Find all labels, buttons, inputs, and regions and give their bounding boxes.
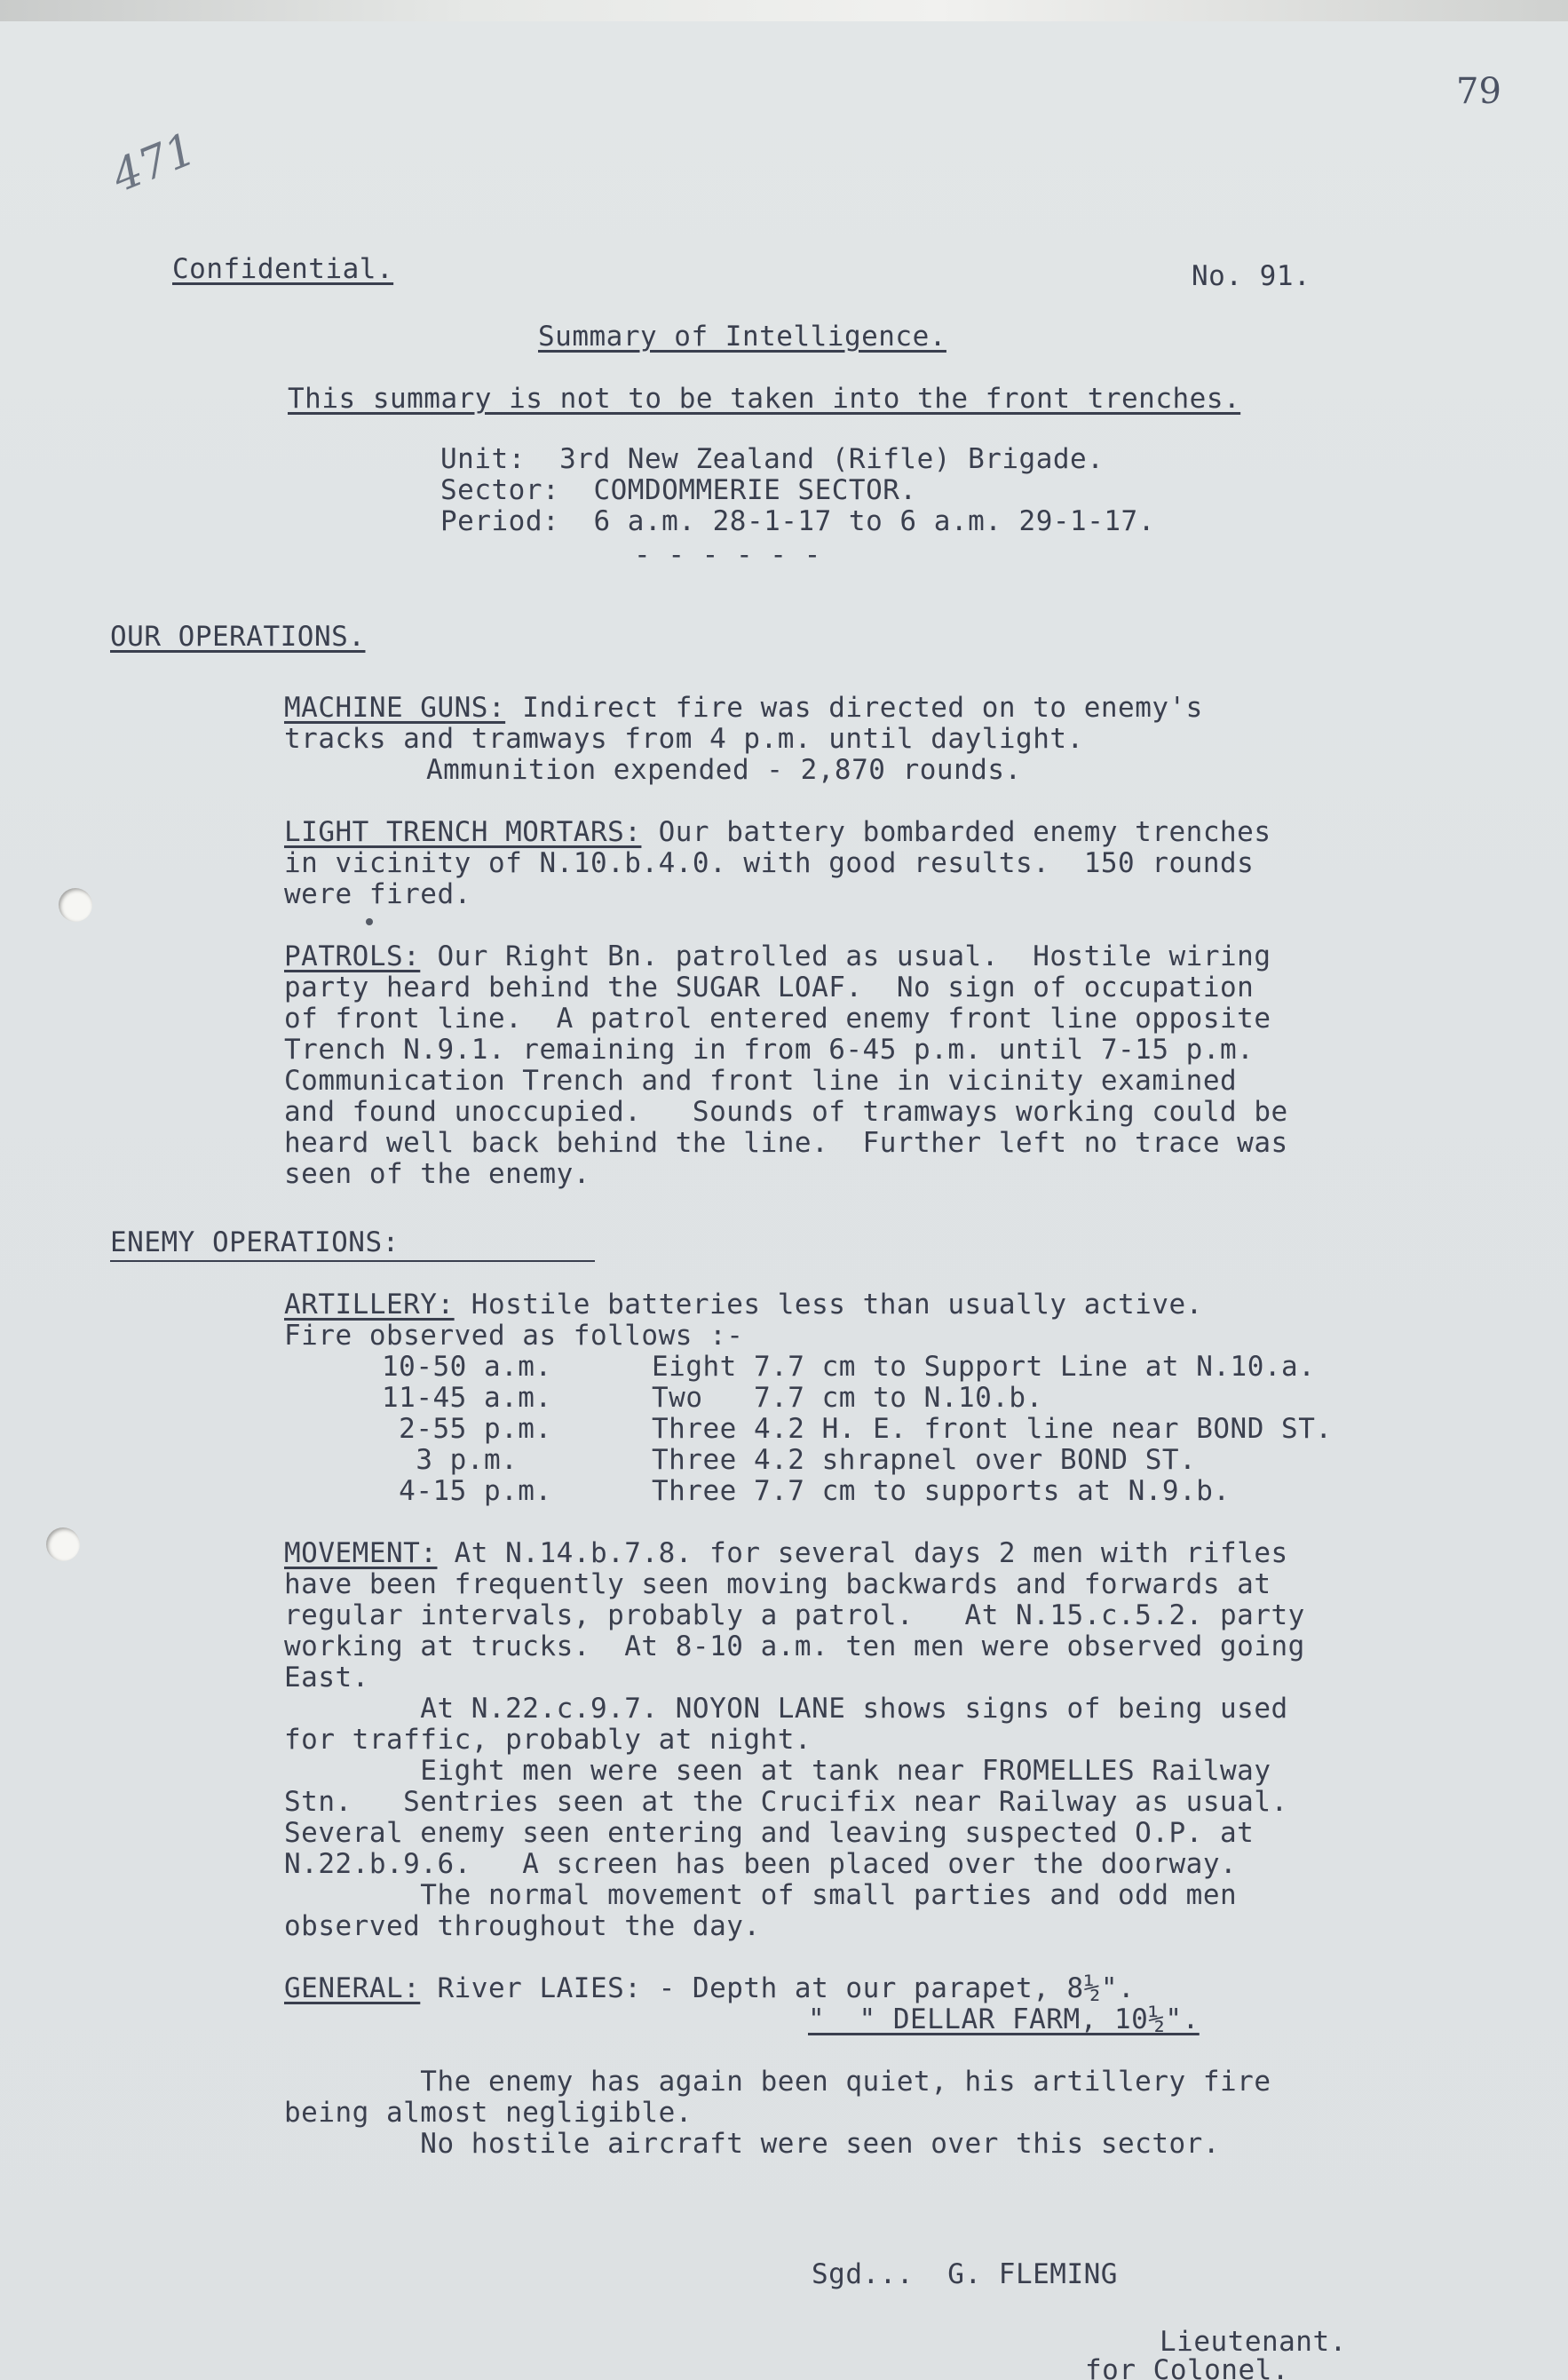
patrols-line: party heard behind the SUGAR LOAF. No sign of occupation [284,972,1255,1004]
document-number: No. 91. [1192,260,1311,292]
movement-text: At N.14.b.7.8. for several days 2 men with rifles [437,1537,1288,1569]
patrols-line: seen of the enemy. [284,1158,590,1190]
fire-detail: Three 4.2 H. E. front line near BOND ST. [652,1413,1333,1445]
ltm-label: LIGHT TRENCH MORTARS: [284,816,642,848]
fire-time: 10-50 a.m. [382,1351,552,1383]
general-line-1 [284,1973,1135,2004]
patrols-label: PATROLS: [284,940,421,972]
movement-line: for traffic, probably at night. [284,1724,812,1756]
ltm-line-3: were fired. [284,878,471,910]
artillery-text: Hostile batteries less than usually active. [454,1289,1203,1321]
movement-line: have been frequently seen moving backwards and forwards at [284,1568,1271,1600]
artillery-line-2: Fire observed as follows :- [284,1320,744,1352]
unit-line: Unit: 3rd New Zealand (Rifle) Brigade. [440,443,1105,475]
patrols-line: heard well back behind the line. Further left no trace was [284,1127,1288,1159]
movement-line: At N.22.c.9.7. NOYON LANE shows signs of being used [284,1693,1288,1725]
ammunition-line: Ammunition expended - 2,870 rounds. [426,754,1022,786]
movement-line: N.22.b.9.6. A screen has been placed over the doorway. [284,1848,1238,1880]
document-title: Summary of Intelligence. [538,321,946,353]
ink-speck [366,918,373,925]
movement-line: observed throughout the day. [284,1910,761,1942]
signature-for: for Colonel. [1085,2354,1289,2380]
fire-time: 2-55 p.m. [382,1413,552,1445]
movement-line-1 [284,1538,1288,1569]
general-label: GENERAL: [284,1972,421,2004]
movement-line: East. [284,1662,369,1694]
fire-time: 4-15 p.m. [382,1475,552,1507]
patrols-line: of front line. A patrol entered enemy front line opposite [284,1003,1271,1035]
movement-line: Eight men were seen at tank near FROMELLES Railway [284,1755,1271,1787]
period-line: Period: 6 a.m. 28-1-17 to 6 a.m. 29-1-17. [440,505,1155,537]
fire-time: 11-45 a.m. [382,1382,552,1414]
signature-line: Sgd... G. FLEMING [812,2258,1118,2290]
sector-line: Sector: COMDOMMERIE SECTOR. [440,474,917,506]
patrols-text: Our Right Bn. patrolled as usual. Hostile wiring [420,940,1271,972]
ltm-line-1 [284,817,1271,848]
patrols-line: and found unoccupied. Sounds of tramways working could be [284,1096,1288,1128]
summary-line: being almost negligible. [284,2097,693,2129]
machine-guns-text: Indirect fire was directed on to enemy's [505,692,1203,724]
artillery-label: ARTILLERY: [284,1289,455,1321]
ltm-line-2: in vicinity of N.10.b.4.0. with good results. 150 rounds [284,847,1255,879]
distribution-notice: This summary is not to be taken into the front trenches. [288,383,1241,415]
header-separator: - - - - - - [634,539,821,571]
machine-guns-line-1 [284,693,1203,724]
summary-line: No hostile aircraft were seen over this sector. [284,2128,1220,2160]
document-page [0,21,1568,2380]
signature-rank: Lieutenant. [1160,2326,1347,2358]
enemy-operations-heading: ENEMY OPERATIONS: [110,1226,400,1258]
movement-line: working at trucks. At 8-10 a.m. ten men were observed going [284,1630,1305,1662]
movement-line: regular intervals, probably a patrol. At N.15.c.5.2. party [284,1599,1305,1631]
fire-detail: Three 4.2 shrapnel over BOND ST. [652,1444,1197,1476]
fire-detail: Eight 7.7 cm to Support Line at N.10.a. [652,1351,1316,1383]
movement-label: MOVEMENT: [284,1537,438,1569]
our-operations-heading: OUR OPERATIONS. [110,621,366,653]
paper-top-edge [0,0,1568,21]
movement-line: Several enemy seen entering and leaving suspected O.P. at [284,1817,1255,1849]
handwritten-archive-number: 471 [105,123,203,202]
fire-detail: Three 7.7 cm to supports at N.9.b. [652,1475,1231,1507]
fire-time: 3 p.m. [382,1444,519,1476]
general-line-2: " " DELLAR FARM, 10½". [808,2003,1200,2035]
machine-guns-label: MACHINE GUNS: [284,692,506,724]
patrols-line: Trench N.9.1. remaining in from 6-45 p.m. until 7-15 p.m. [284,1034,1255,1066]
movement-line: Stn. Sentries seen at the Crucifix near Railway as usual. [284,1786,1288,1818]
punch-hole-upper [59,888,92,922]
patrols-line-1 [284,941,1271,972]
machine-guns-line-2: tracks and tramways from 4 p.m. until daylight. [284,723,1084,755]
page-number: 79 [1456,71,1501,112]
general-text: River LAIES: - Depth at our parapet, 8½". [420,1972,1136,2004]
artillery-line-1 [284,1289,1203,1321]
movement-line: The normal movement of small parties and odd men [284,1879,1238,1911]
patrols-line: Communication Trench and front line in vicinity examined [284,1065,1238,1097]
confidential-label: Confidential. [172,253,394,285]
summary-line: The enemy has again been quiet, his artillery fire [284,2066,1271,2098]
punch-hole-lower [46,1527,80,1561]
ltm-text: Our battery bombarded enemy trenches [641,816,1271,848]
fire-detail: Two 7.7 cm to N.10.b. [652,1382,1043,1414]
enemy-operations-underline [110,1260,595,1262]
